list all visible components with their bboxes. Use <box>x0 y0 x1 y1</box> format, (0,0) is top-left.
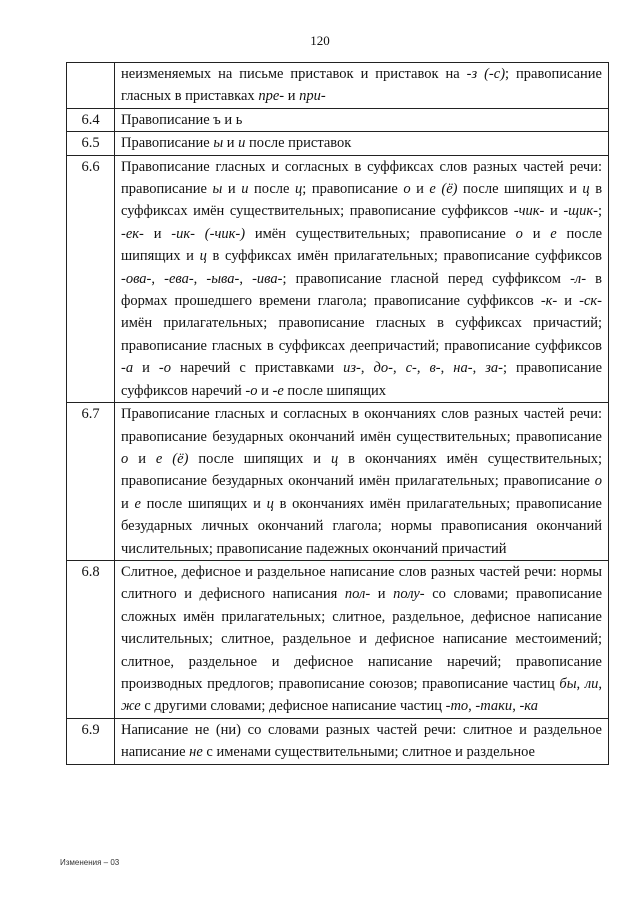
row-number: 6.5 <box>67 132 115 155</box>
row-number: 6.9 <box>67 718 115 764</box>
table-row <box>67 718 609 764</box>
table-row <box>67 132 609 155</box>
row-text: Написание не (ни) со словами разных частей речи: слитное и раздельное написание не с именами существительными; слитное и раздельное <box>115 718 609 764</box>
row-number <box>67 63 115 109</box>
row-text: Правописание гласных и согласных в окончаниях слов разных частей речи: правописание безударных окончаний имён существительных; правописание о и е (ё) после шипящих и ц в окончаниях имён существительных; правописание безударных окончаний имён прилагательных; правописание о и е после шипящих и ц в окончаниях имён прилагательных; правописание безударных личных окончаний глагола; нормы правописания окончаний числительных; правописание падежных окончаний причастий <box>115 403 609 561</box>
row-text: неизменяемых на письме приставок и приставок на -з (-с); правописание гласных в приставках пре- и при- <box>115 63 609 109</box>
footer-revision: Изменения – 03 <box>60 858 120 867</box>
table-row <box>67 403 609 561</box>
row-text: Правописание ы и и после приставок <box>115 132 609 155</box>
content-table <box>66 62 609 765</box>
table-row <box>67 155 609 402</box>
row-text: Слитное, дефисное и раздельное написание слов разных частей речи: нормы слитного и дефисного написания пол- и полу- со словами; правописание сложных имён прилагательных; слитное, раздельное, дефисное написание числительных; слитное, раздельное и дефисное написание местоимений; слитное, раздельное и дефисное написание наречий; правописание производных предлогов; правописание союзов; правописание частиц бы, ли, же с другими словами; дефисное написание частиц -то, -таки, -ка <box>115 560 609 718</box>
row-number: 6.7 <box>67 403 115 561</box>
row-number: 6.6 <box>67 155 115 402</box>
table-row <box>67 108 609 131</box>
row-number: 6.8 <box>67 560 115 718</box>
row-text: Правописание ъ и ь <box>115 108 609 131</box>
row-number: 6.4 <box>67 108 115 131</box>
table-row <box>67 560 609 718</box>
table-row <box>67 63 609 109</box>
page-number: 120 <box>310 33 330 48</box>
row-text: Правописание гласных и согласных в суффиксах слов разных частей речи: правописание ы и и после ц; правописание о и е (ё) после шипящих и ц в суффиксах имён существительных; правописание суффиксов -чик- и -щик-; -ек- и -ик- (-чик-) имён существительных; правописание о и е после шипящих и ц в суффиксах имён прилагательных; правописание суффиксов -ова-, -ева-, -ыва-, -ива-; правописание гласной перед суффиксом -л- в формах прошедшего времени глагола; правописание суффиксов -к- и -ск- имён прилагательных; правописание гласных в суффиксах причастий; правописание гласных в суффиксах деепричастий; правописание суффиксов -а и -о наречий с приставками из-, до-, с-, в-, на-, за-; правописание суффиксов наречий -о и -е после шипящих <box>115 155 609 402</box>
